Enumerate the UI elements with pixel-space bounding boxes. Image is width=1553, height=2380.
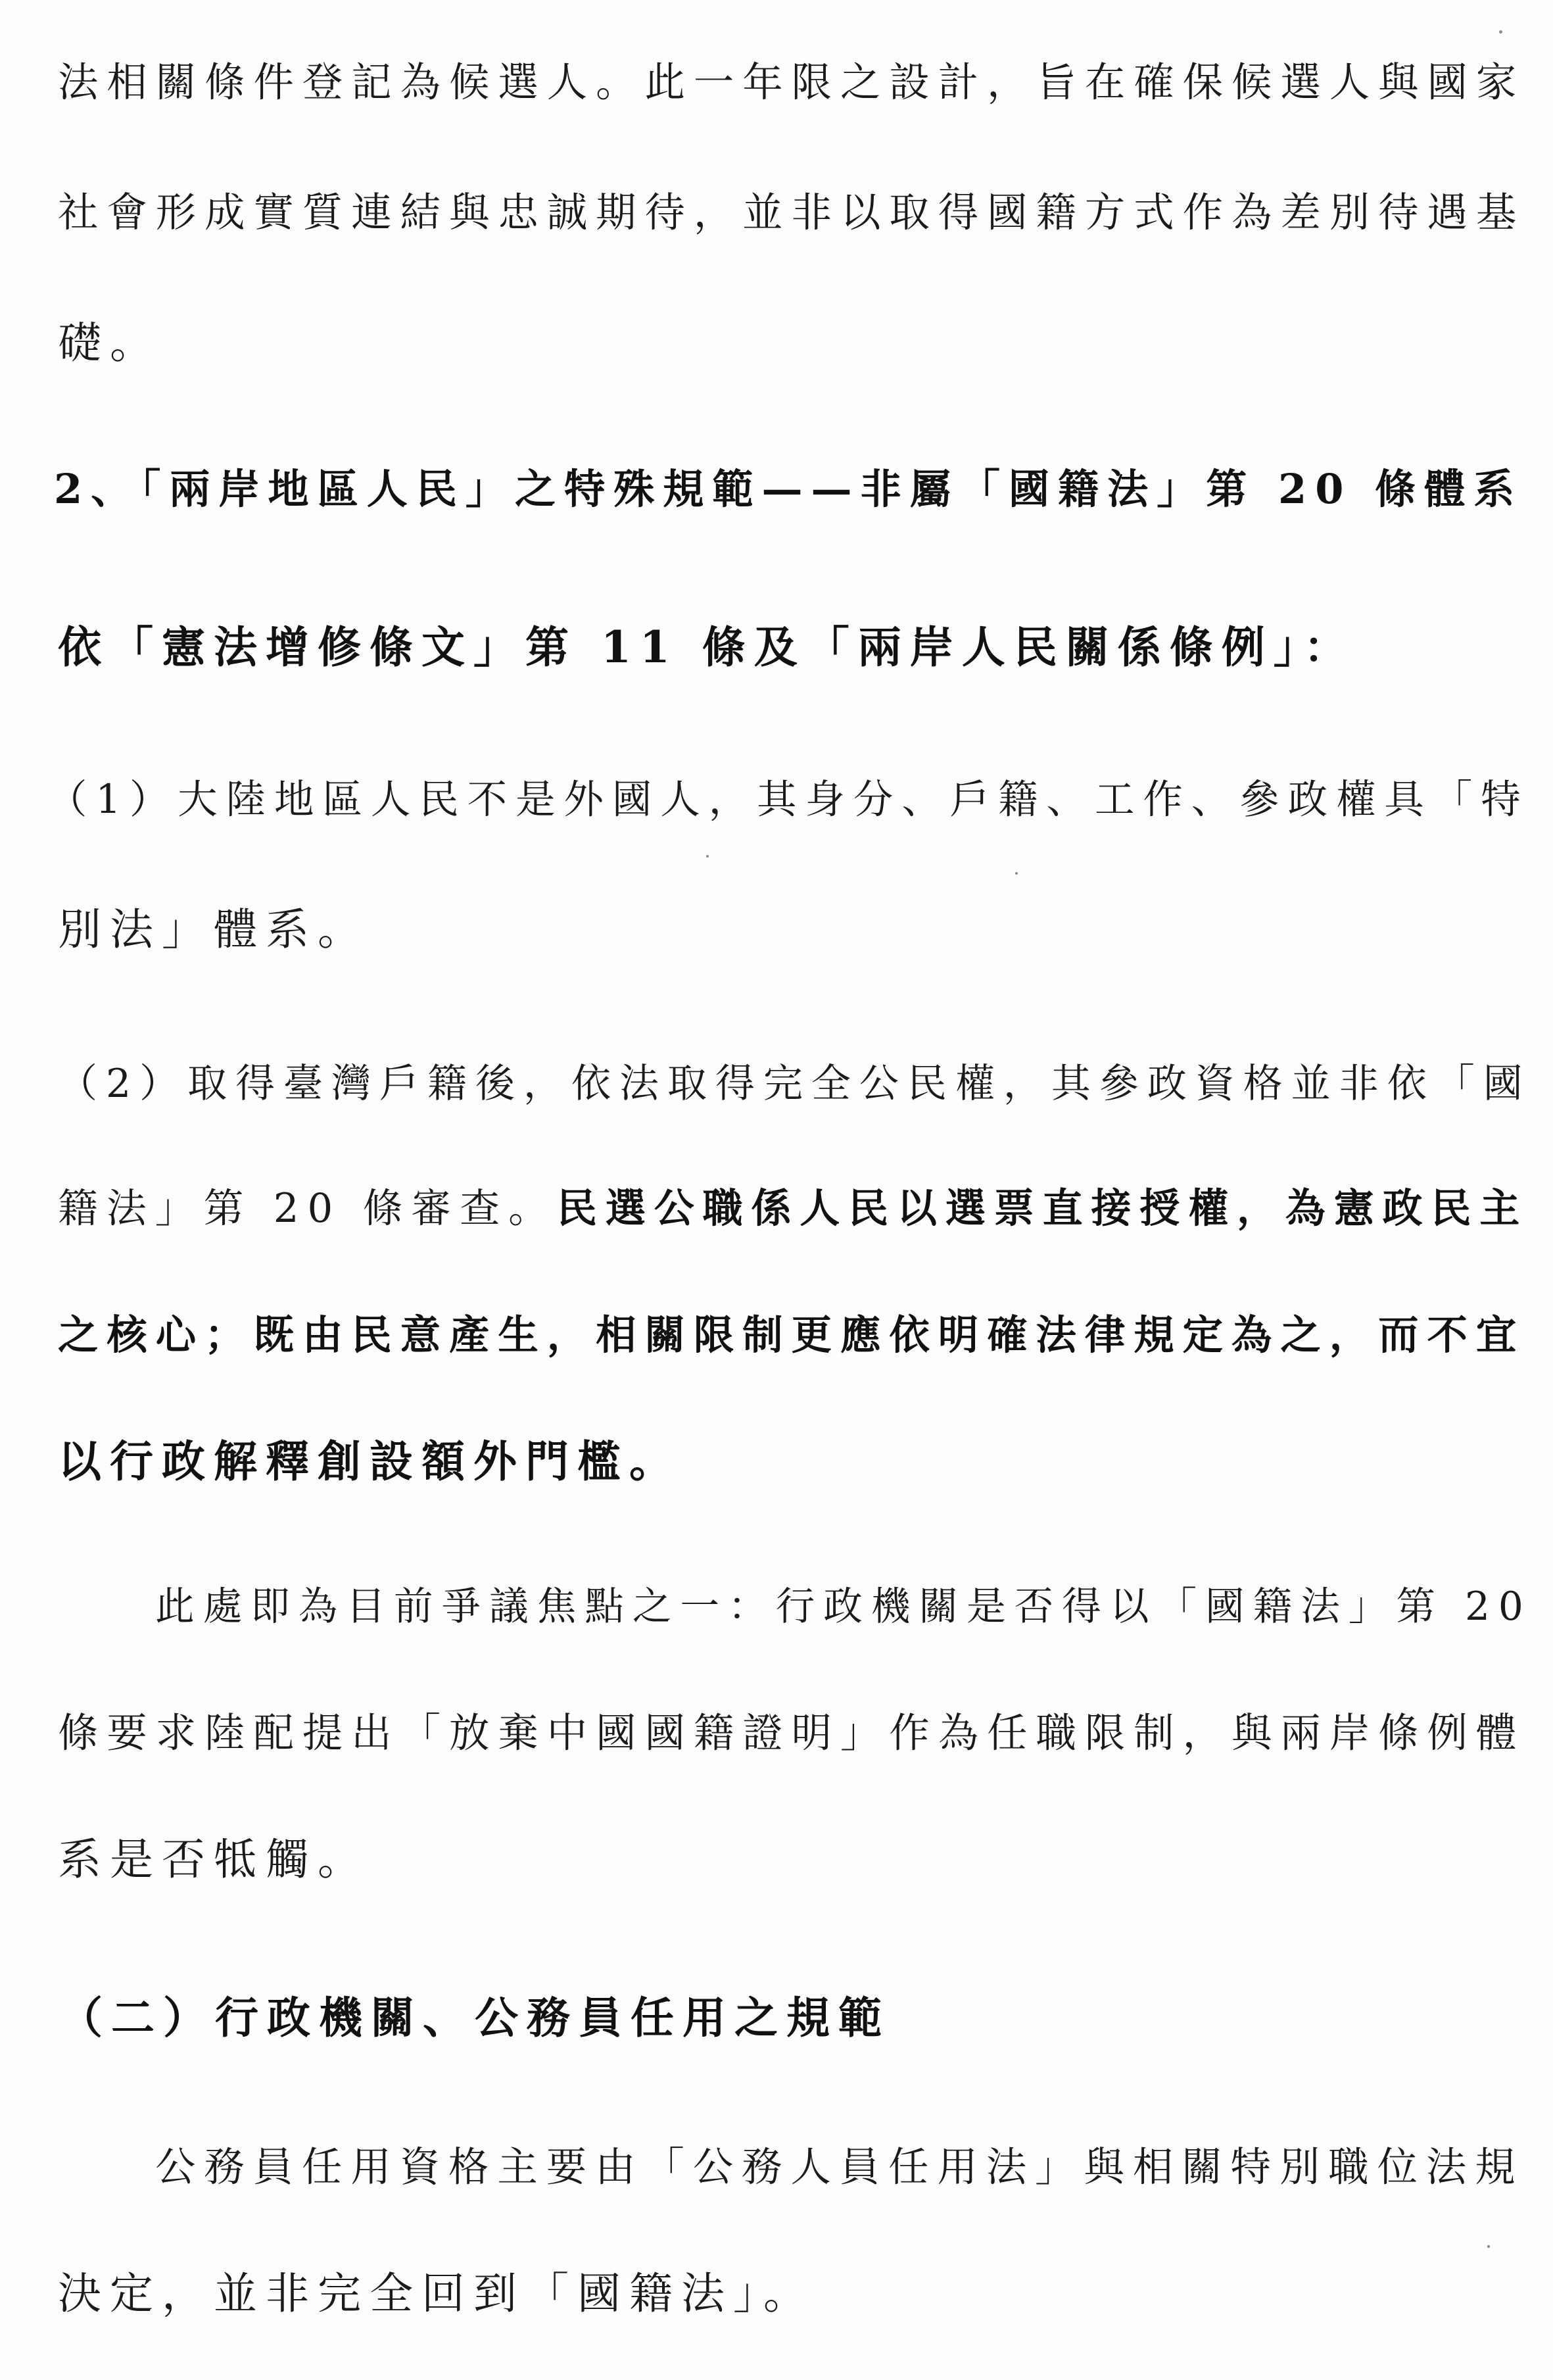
controversy-text-b: 條要求陸配提出「放棄中國國籍證明」作為任職限制，與兩岸條例體: [58, 1710, 1525, 1757]
list-item-2-line-3: [58, 1303, 1553, 1367]
paragraph-line-3: [58, 312, 1553, 375]
list-item-1-line-1: [47, 768, 1553, 831]
line-2-text: 社會形成實質連結與忠誠期待，並非以取得國籍方式作為差別待遇基: [58, 189, 1525, 236]
controversy-paragraph-line-2: [58, 1702, 1553, 1765]
line-1-text: 法相關條件登記為候選人。此一年限之設計，旨在確保候選人與國家: [58, 59, 1525, 106]
list-item-2-text-d: 以行政解釋創設額外門檻。: [58, 1436, 681, 1487]
list-item-1-line-2: [58, 898, 1553, 961]
heading-civil-service-text: （二）行政機關、公務員任用之規範: [59, 1992, 890, 2043]
civil-service-text-a: 公務員任用資格主要由「公務人員任用法」與相關特別職位法規: [155, 2144, 1524, 2191]
subheading-legal-basis-text: 依「憲法增修條文」第 11 條及「兩岸人民關係條例」：: [58, 621, 1356, 673]
controversy-paragraph-line-3: [58, 1828, 1553, 1891]
subheading-legal-basis: [58, 616, 1553, 679]
scan-speck: [1015, 872, 1018, 875]
civil-service-paragraph-line-1: [155, 2136, 1553, 2199]
list-item-2-text-c: 之核心；既由民意產生，相關限制更應依明確法律規定為之，而不宜: [58, 1311, 1525, 1359]
paragraph-line-1: [58, 51, 1553, 114]
list-item-1-text-a: （1）大陸地區人民不是外國人，其身分、戶籍、工作、參政權具「特: [47, 777, 1529, 823]
section-heading-civil-service: [59, 1986, 1553, 2049]
list-item-2-line-4: [58, 1430, 1553, 1493]
civil-service-text-b: 決定，並非完全回到「國籍法」。: [58, 2268, 815, 2319]
civil-service-paragraph-line-2: [58, 2262, 1553, 2325]
list-item-2-text-b-bold: 民選公職係人民以選票直接授權，為憲政民主: [557, 1185, 1529, 1232]
line-3-text: 礎。: [58, 318, 162, 368]
scan-speck: [1499, 30, 1502, 34]
controversy-text-a: 此處即為目前爭議焦點之一：行政機關是否得以「國籍法」第 20: [155, 1584, 1532, 1630]
list-item-2-line-2: [58, 1177, 1553, 1240]
scan-speck: [1487, 2245, 1490, 2248]
controversy-text-c: 系是否牴觸。: [58, 1834, 370, 1885]
controversy-paragraph-line-1: [155, 1576, 1553, 1639]
section-heading-cross-strait: [54, 458, 1553, 521]
list-item-1-text-b: 別法」體系。: [58, 904, 370, 955]
scan-speck: [706, 855, 709, 858]
list-item-2-text-a: （2）取得臺灣戶籍後，依法取得完全公民權，其參政資格並非依「國: [58, 1061, 1531, 1107]
list-item-2-line-1: [58, 1052, 1553, 1115]
list-item-2-text-b-plain: 籍法」第 20 條審查。: [58, 1186, 558, 1232]
heading-cross-strait-text: 2、「兩岸地區人民」之特殊規範——非屬「國籍法」第 20 條體系: [54, 465, 1523, 513]
paragraph-line-2: [58, 182, 1553, 245]
